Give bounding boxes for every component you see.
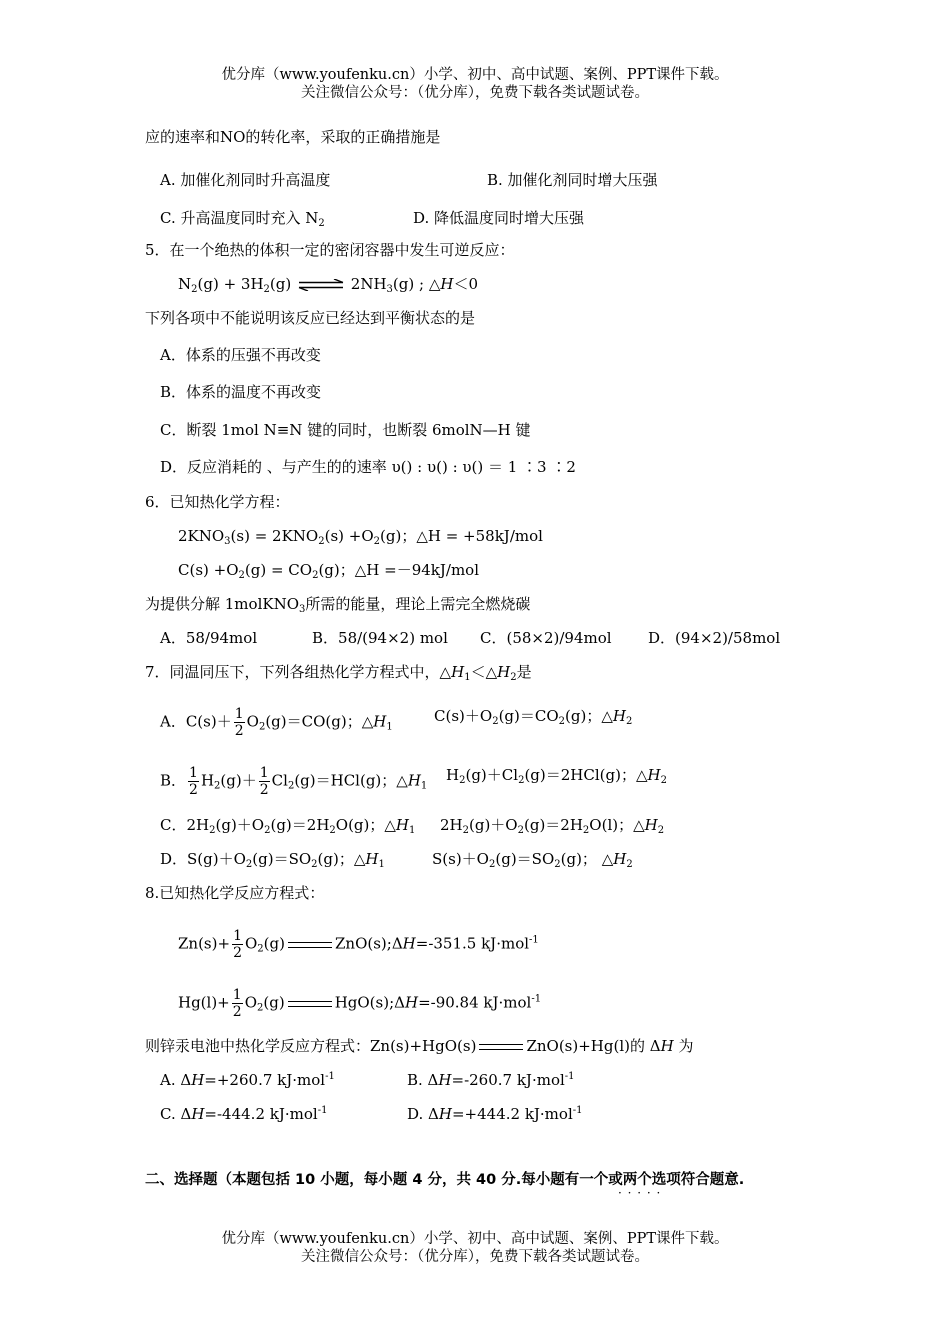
q8-prompt: 则锌汞电池中热化学反应方程式：Zn(s)+HgO(s) ZnO(s)+Hg(l)的 ΔH 为 xyxy=(145,1037,694,1055)
q7-stem: 7．同温同压下，下列各组热化学方程式中，$\triangle H_1<\triangle H_2$是 xyxy=(145,663,532,683)
q5-option-c: C．断裂 1mol N≡N 键的同时，也断裂 6molN—H 键 xyxy=(160,421,531,439)
header-line-2: 关注微信公众号：（优分库），免费下载各类试题试卷。 xyxy=(301,85,649,101)
emphasis-dots: · · · · · xyxy=(618,1186,662,1200)
header-line-1: 优分库（www.youfenku.cn）小学、初中、高中试题、案例、PPT课件下载。 xyxy=(221,67,729,83)
q8-option-a: A. ΔH=+260.7 kJ·mol$^{-1}$ xyxy=(160,1071,335,1089)
q5-equation: $N_2(g) + 3H_2(g)$ $2NH_3(g)$ ; △H＜0 xyxy=(178,275,478,295)
equals-double-bar xyxy=(288,1001,332,1007)
q8-equation-2: Hg(l)+ $\frac{1}{2}$ $O_2(g)$ HgO(s);ΔH=-90.84 kJ·mol$^{-1}$ xyxy=(178,987,542,1020)
q8-equation-1: Zn(s)+ $\frac{1}{2}$ $O_2(g)$ ZnO(s);ΔH=-351.5 kJ·mol$^{-1}$ xyxy=(178,928,539,961)
q8-option-c: C. ΔH=-444.2 kJ·mol$^{-1}$ xyxy=(160,1105,328,1123)
equals-double-bar xyxy=(288,942,332,948)
q4-option-b: B. 加催化剂同时增大压强 xyxy=(487,171,658,189)
q5-option-b: B．体系的温度不再改变 xyxy=(160,383,322,401)
q5-prompt: 下列各项中不能说明该反应已经达到平衡状态的是 xyxy=(145,309,476,327)
equals-double-bar xyxy=(479,1044,523,1050)
q8-option-b: B. ΔH=-260.7 kJ·mol$^{-1}$ xyxy=(407,1071,575,1089)
q5-option-d: D．反应消耗的 、与产生的的速率 υ() : υ() : υ() ＝ 1 ∶3 ∶2 xyxy=(160,458,576,476)
q8-stem: 8.已知热化学反应方程式： xyxy=(145,884,325,902)
equilibrium-arrow-icon xyxy=(298,279,344,291)
q6-option-c: C．(58×2)/94mol xyxy=(480,629,612,647)
fraction-one-half: $\frac{1}{2}$ xyxy=(259,765,269,798)
q7-option-c-second: $2H_2(g)+O_2(g)=2H_2O(l)$；$\triangle H_2$ xyxy=(440,816,665,836)
footer-line-2: 关注微信公众号：（优分库），免费下载各类试题试卷。 xyxy=(301,1249,649,1265)
q7-option-d: D．$S(g)+O_2(g)=SO_2(g)$；$\triangle H_1$ xyxy=(160,850,385,870)
emphasis-one-or-two: 一个或两个 xyxy=(579,1172,652,1188)
q6-option-d: D．(94×2)/58mol xyxy=(648,629,781,647)
q7-option-a-second: $C(s)+O_2(g)=CO_2(g)$；$\triangle H_2$ xyxy=(434,707,633,727)
fraction-one-half: $\frac{1}{2}$ xyxy=(189,765,198,798)
q8-option-d: D. ΔH=+444.2 kJ·mol$^{-1}$ xyxy=(407,1105,583,1123)
q6-stem: 6．已知热化学方程： xyxy=(145,493,290,511)
fraction-one-half: $\frac{1}{2}$ xyxy=(234,706,244,739)
q7-option-c: C．$2H_2(g)+O_2(g)=2H_2O(g)$；$\triangle H_1$ xyxy=(160,816,416,836)
fraction-one-half: $\frac{1}{2}$ xyxy=(233,928,242,961)
q7-option-b: B． $\frac{1}{2}$ $H_2(g)+$ $\frac{1}{2}$ $Cl_2(g)=HCl(g)$；$\triangle H_1$ xyxy=(160,765,428,798)
q5-option-a: A．体系的压强不再改变 xyxy=(160,346,321,364)
q6-option-b: B．58/(94×2) mol xyxy=(312,629,448,647)
q6-option-a: A．58/94mol xyxy=(160,629,258,647)
fraction-one-half: $\frac{1}{2}$ xyxy=(232,987,242,1020)
q4-option-c: C. 升高温度同时充入 $N_2$ xyxy=(160,209,325,229)
q4-option-d: D. 降低温度同时增大压强 xyxy=(413,209,585,227)
q6-prompt: 为提供分解 1molKNO$_3$所需的能量，理论上需完全燃烧碳 xyxy=(145,595,531,615)
q7-option-a: A．C(s)＋ $\frac{1}{2}$ $O_2(g)=CO(g)$；$\triangle H_1$ xyxy=(160,706,393,739)
q4-stem-tail: 应的速率和NO的转化率，采取的正确措施是 xyxy=(145,128,441,146)
footer-line-1: 优分库（www.youfenku.cn）小学、初中、高中试题、案例、PPT课件下载。 xyxy=(221,1231,729,1247)
q4-option-a: A. 加催化剂同时升高温度 xyxy=(160,171,331,189)
section-2-title: 二、选择题（本题包括 10 小题，每小题 4 分，共 40 分.每小题有一个或两个选项符合题意. xyxy=(145,1172,745,1188)
q6-equation-1: $2KNO_3(s) = 2KNO_2(s) +O_2(g)$；△H = +58kJ/mol xyxy=(178,527,543,547)
q7-option-d-second: $S(s)+O_2(g)=SO_2(g)$； $\triangle H_2$ xyxy=(432,850,633,870)
q6-equation-2: $C(s) +O_2(g) = CO_2(g)$；△H =－94kJ/mol xyxy=(178,561,480,581)
q5-stem: 5．在一个绝热的体积一定的密闭容器中发生可逆反应： xyxy=(145,241,515,259)
q7-option-b-second: $H_2(g)+Cl_2(g)=2HCl(g)$；$\triangle H_2$ xyxy=(446,766,667,786)
